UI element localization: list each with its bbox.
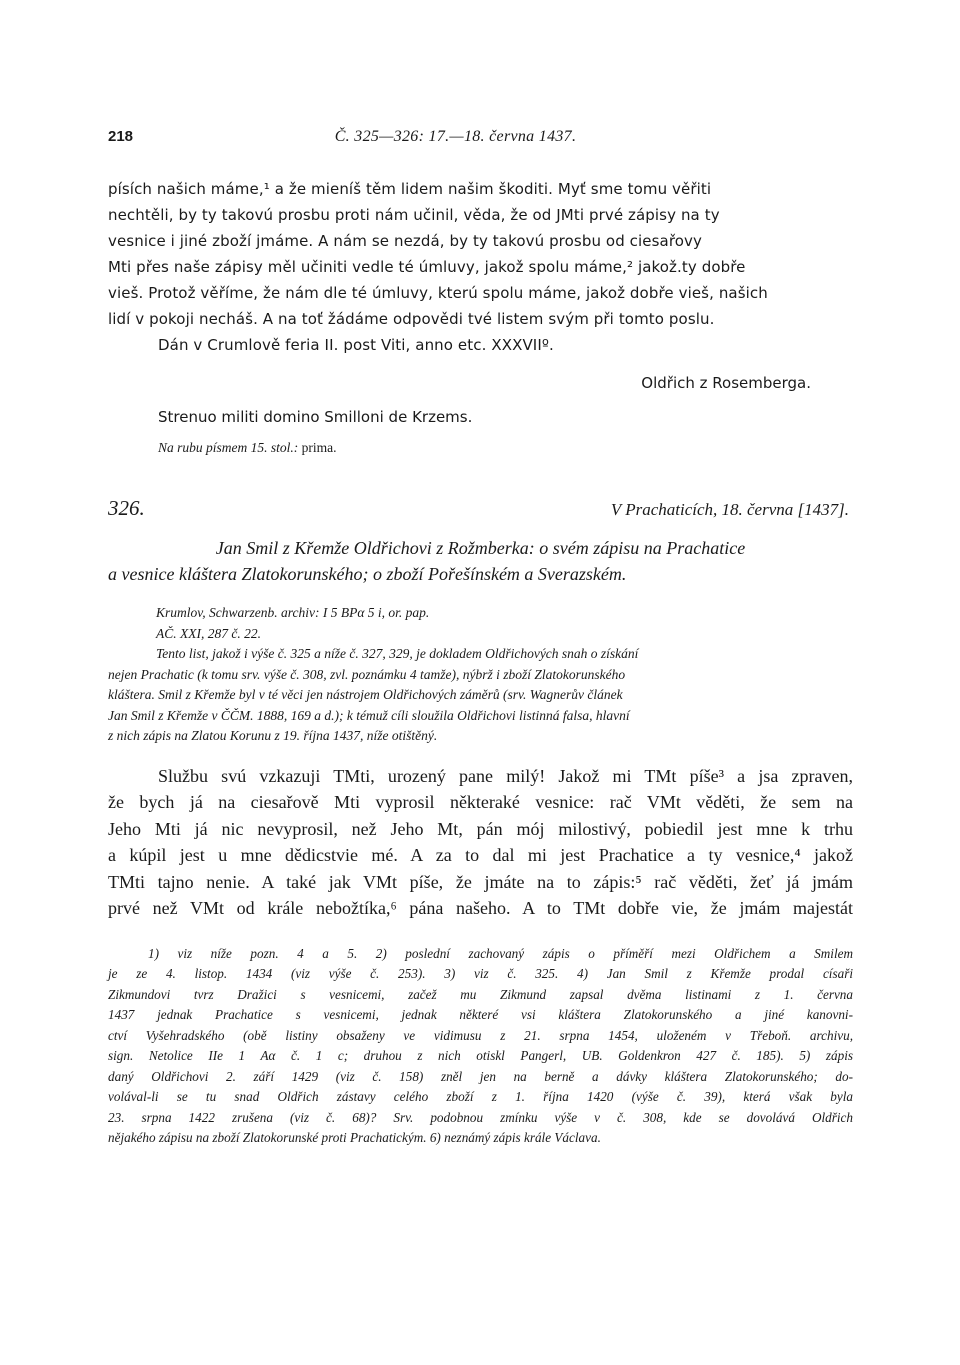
letter-326-text (108, 763, 853, 922)
footnote-line: 1) viz níže pozn. 4 a 5. 2) poslední zachovaný zápis o příměří mezi Oldřichem a Smilem (148, 945, 853, 961)
text-line: že bych já na ciesařově Mti vyprosil některaké vesnice: rač VMt věděti, že sem na (108, 792, 853, 812)
footnote-line: volával-li se tu snad Oldřich zástavy celého zboží z 1. října 1420 (výše č. 39), která však byla (108, 1089, 853, 1104)
verso-note (158, 440, 853, 456)
footnote-line: 23. srpna 1422 zrušena (viz č. 68)? Srv. podobnou zmínku výše v č. 308, kde se dovolává Oldřich (108, 1109, 853, 1125)
verso-label: Na rubu písmem 15. stol.: (158, 440, 299, 455)
letter-325-text (108, 176, 853, 358)
footnote-line: ctví Vyšehradského (obě listiny obsaženy ve vidimusu z 21. srpna 1454, uloženém v Třeboň. archivu, (108, 1027, 853, 1043)
regest-line: a vesnice kláštera Zlatokorunského; o zboží Pořešínském a Sverazském. (108, 564, 627, 584)
text-line: a kúpil jest u mne dědicstvie mé. A za to dal mi jest Prachatice a ty vesnice,⁴ jakož (108, 845, 853, 865)
note-line: nejen Prachatic (k tomu srv. výše č. 308, zvl. poznámku 4 tamže), nýbrž i zboží Zlatokorunského (108, 666, 626, 682)
text-line: Jeho Mti já nic nevyprosil, než Jeho Mt, pán mój milostivý, pobiedil jest mne k trhu (108, 818, 853, 839)
text-line: TMti tajno nenie. A také jak VMt píše, že jmáte na to zápis:⁵ rač věděti, žeť já jmám (108, 871, 853, 892)
note-line: Jan Smil z Křemže v ČČM. 1888, 169 a d.); k témuž cíli sloužila Oldřichovi listinná falsa, hlavní (108, 707, 630, 723)
page-header (108, 128, 853, 146)
regest-line: Jan Smil z Křemže Oldřichovi z Rožmberka: o svém zápisu na Prachatice (215, 538, 746, 558)
text-line: Službu svú vzkazuji TMti, urozený pane milý! Jakož mi TMt píše³ a jsa zpraven, (158, 765, 853, 786)
book-page (108, 128, 853, 1149)
text-line: vieš. Protož věříme, že nám dle té úmluvy, kterú spolu máme, jakož dobře vieš, našich (108, 284, 768, 302)
text-line: Mti přes naše zápisy měl učiniti vedle té úmluvy, jakož spolu máme,² jakož.ty dobře (108, 258, 746, 276)
footnote-line: Zikmundovi tvrz Dražici s vesnicemi, začež mu Zikmund zapsal dvěma listinami z 1. června (108, 986, 853, 1002)
text-line: vesnice i jiné zboží jmáme. A nám se nezdá, by ty takovú prosbu od ciesařovy (108, 232, 702, 250)
text-line: lidí v pokoji necháš. A na toť žádáme odpovědi tvé listem svým při tomto poslu. (108, 310, 715, 328)
note-line: kláštera. Smil z Křemže byl v té věci jen nástrojem Oldřichových záměrů (srv. Wagnerův článek (108, 687, 623, 702)
address: Strenuo militi domino Smilloni de Krzems. (158, 408, 473, 426)
regest (108, 535, 853, 587)
place-date: V Prachaticích, 18. června [1437]. (610, 500, 849, 519)
footnotes (108, 944, 853, 1149)
signature: Oldřich z Rosemberga. (641, 374, 811, 392)
verso-text: prima. (301, 440, 337, 455)
text-line: nechtěli, by ty takovú prosbu proti nám učinil, věda, že od JMti prvé zápisy na ty (108, 206, 720, 224)
text-line: prvé než VMt od krále nebožtíka,⁶ pána našeho. A to TMt dobře vie, že jmám majestát (108, 898, 853, 918)
document-number: 326. (108, 496, 145, 520)
note-line: z nich zápis na Zlatou Korunu z 19. října 1437, níže otištěný. (108, 728, 438, 743)
footnote-line: 1437 jednak Prachatice s vesnicemi, jednak některé vsi kláštera Zlatokorunského a jiné kanovni- (108, 1007, 853, 1022)
text-line: písích našich máme,¹ a že mieníš těm lidem našim škoditi. Myť sme tomu věřiti (108, 180, 712, 198)
apparatus (108, 603, 853, 747)
footnote-line: nějakého zápisu na zboží Zlatokorunské proti Prachatickým. 6) neznámý zápis krále Václava. (108, 1130, 601, 1145)
edition-ref: AČ. XXI, 287 č. 22. (156, 625, 261, 641)
footnote-line: sign. Netolice IIe 1 Aα č. 1 c; druhou z nich otiskl Pangerl, UB. Goldenkron 427 č. 185). 5) zápis (108, 1048, 853, 1063)
footnote-line: daný Oldřichovi 2. září 1429 (viz č. 158) zněl jen na berně a dávky kláštera Zlatokorunského; do- (108, 1068, 853, 1084)
archive-ref: Krumlov, Schwarzenb. archiv: I 5 BPα 5 i, or. pap. (156, 605, 430, 620)
editorial-note (108, 644, 853, 747)
dating-line: Dán v Crumlově feria II. post Viti, anno etc. XXXVIIº. (158, 336, 554, 354)
footnote-line: je ze 4. listop. 1434 (viz výše č. 253). 3) viz č. 325. 4) Jan Smil z Křemže prodal císaři (108, 966, 853, 981)
running-title: Č. 325—326: 17.—18. června 1437. (334, 128, 577, 145)
page-number: 218 (108, 128, 134, 145)
doc-326-heading (108, 496, 853, 521)
note-line: Tento list, jakož i výše č. 325 a níže č. 327, 329, je dokladem Oldřichových snah o získání (156, 646, 639, 661)
